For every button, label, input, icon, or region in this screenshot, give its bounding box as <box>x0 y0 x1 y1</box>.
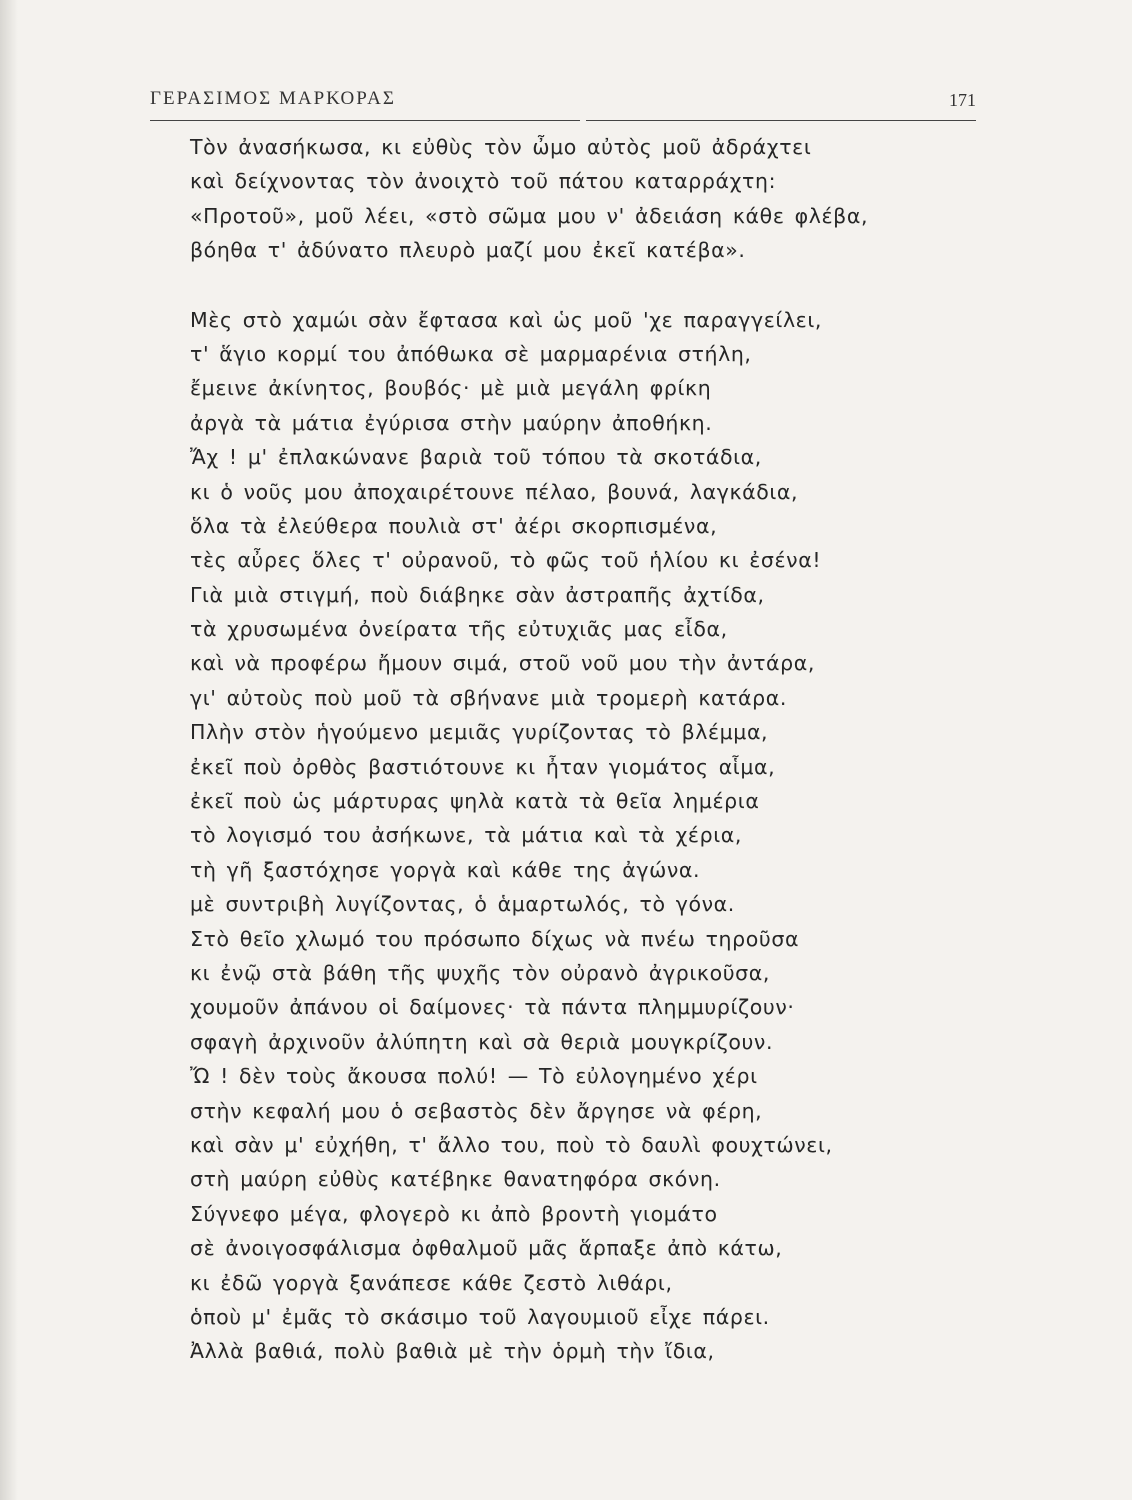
verse-line: καὶ σὰν μ' εὐχήθη, τ' ἄλλο του, ποὺ τὸ δαυλὶ φουχτώνει, <box>190 1132 833 1157</box>
verse-line: ἔμεινε ἀκίνητος, βουβός· μὲ μιὰ μεγάλη φρίκη <box>190 376 712 401</box>
verse-line: στὴν κεφαλή μου ὁ σεβαστὸς δὲν ἄργησε νὰ φέρη, <box>190 1098 763 1123</box>
header-rule-gap <box>580 118 586 123</box>
verse-line: χουμοῦν ἀπάνου οἱ δαίμονες· τὰ πάντα πλημμυρίζουν· <box>190 995 795 1020</box>
verse-line: γι' αὐτοὺς ποὺ μοῦ τὰ σβήνανε μιὰ τρομερὴ κατάρα. <box>190 685 788 710</box>
verse-line: Πλὴν στὸν ἡγούμενο μεμιᾶς γυρίζοντας τὸ βλέμμα, <box>190 720 769 745</box>
verse-line: τ' ἅγιο κορμί του ἀπόθωκα σὲ μαρμαρένια στήλη, <box>190 341 752 366</box>
running-head <box>150 88 976 122</box>
verse-line: Ἄχ ! μ' ἐπλακώνανε βαριὰ τοῦ τόπου τὰ σκοτάδια, <box>190 445 762 470</box>
verse-line: κι ἐνῷ στὰ βάθη τῆς ψυχῆς τὸν οὐρανὸ ἀγρικοῦσα, <box>190 960 771 985</box>
verse-line: κι ἐδῶ γοργὰ ξανάπεσε κάθε ζεστὸ λιθάρι, <box>190 1270 673 1295</box>
verse-line: στὴ μαύρη εὐθὺς κατέβηκε θανατηφόρα σκόνη. <box>190 1167 721 1192</box>
verse-line: ἐκεῖ ποὺ ὀρθὸς βαστιότουνε κι ἦταν γιομάτος αἷμα, <box>190 754 776 779</box>
verse-line: Ὤ ! δὲν τοὺς ἄκουσα πολύ! — Τὸ εὐλογημένο χέρι <box>190 1064 758 1089</box>
page-number: 171 <box>949 90 976 110</box>
verse-line: ὅλα τὰ ἐλεύθερα πουλιὰ στ' ἀέρι σκορπισμένα, <box>190 513 718 538</box>
verse-line: κι ὁ νοῦς μου ἀποχαιρέτουνε πέλαο, βουνά, λαγκάδια, <box>190 479 799 504</box>
stanza-1 <box>190 130 970 268</box>
verse-line: καὶ νὰ προφέρω ἤμουν σιμά, στοῦ νοῦ μου τὴν ἀντάρα, <box>190 651 816 676</box>
verse-line: σὲ ἀνοιγοσφάλισμα ὀφθαλμοῦ μᾶς ἅρπαξε ἀπὸ κάτω, <box>190 1236 783 1261</box>
verse-line: «Προτοῦ», μοῦ λέει, «στὸ σῶμα μου ν' ἀδειάση κάθε φλέβα, <box>190 203 869 228</box>
verse-line: τὴ γῆ ξαστόχησε γοργὰ καὶ κάθε της ἀγώνα. <box>190 857 701 882</box>
verse-line: μὲ συντριβὴ λυγίζοντας, ὁ ἁμαρτωλός, τὸ γόνα. <box>190 892 735 917</box>
verse-line: τὲς αὖρες ὅλες τ' οὐρανοῦ, τὸ φῶς τοῦ ἡλίου κι ἐσένα! <box>190 548 822 573</box>
running-head-author: ΓΕΡΑΣΙΜΟΣ ΜΑΡΚΟΡΑΣ <box>150 88 396 109</box>
verse-line: βόηθα τ' ἀδύνατο πλευρὸ μαζί μου ἐκεῖ κατέβα». <box>190 238 746 263</box>
verse-line: τὸ λογισμό του ἀσήκωνε, τὰ μάτια καὶ τὰ χέρια, <box>190 823 742 848</box>
verse-line: σφαγὴ ἀρχινοῦν ἀλύπητη καὶ σὰ θεριὰ μουγκρίζουν. <box>190 1029 774 1054</box>
verse-line: ὁποὺ μ' ἐμᾶς τὸ σκάσιμο τοῦ λαγουμιοῦ εἶχε πάρει. <box>190 1304 770 1329</box>
verse-line: Σύγνεφο μέγα, φλογερὸ κι ἀπὸ βροντὴ γιομάτο <box>190 1201 718 1226</box>
verse-line: ἐκεῖ ποὺ ὡς μάρτυρας ψηλὰ κατὰ τὰ θεῖα λημέρια <box>190 789 760 814</box>
verse-line: Τὸν ἀνασήκωσα, κι εὐθὺς τὸν ὦμο αὐτὸς μοῦ ἀδράχτει <box>190 135 812 159</box>
verse-line: Ἀλλὰ βαθιά, πολὺ βαθιὰ μὲ τὴν ὁρμὴ τὴν ἴδια, <box>190 1339 715 1364</box>
stanza-2 <box>190 303 970 1369</box>
poem-body <box>190 130 970 1369</box>
verse-line: Γιὰ μιὰ στιγμή, ποὺ διάβηκε σὰν ἀστραπῆς ἀχτίδα, <box>190 582 765 607</box>
verse-line: Μὲς στὸ χαμώι σὰν ἔφτασα καὶ ὡς μοῦ 'χε παραγγείλει, <box>190 307 823 332</box>
verse-line: καὶ δείχνοντας τὸν ἀνοιχτὸ τοῦ πάτου καταρράχτη: <box>190 169 777 194</box>
header-rule <box>150 120 976 121</box>
page-gutter-shadow <box>0 0 18 1500</box>
verse-line: Στὸ θεῖο χλωμό του πρόσωπο δίχως νὰ πνέω τηροῦσα <box>190 926 800 951</box>
verse-line: τὰ χρυσωμένα ὀνείρατα τῆς εὐτυχιᾶς μας εἶδα, <box>190 617 728 642</box>
verse-line: ἀργὰ τὰ μάτια ἐγύρισα στὴν μαύρην ἀποθήκη. <box>190 410 713 435</box>
